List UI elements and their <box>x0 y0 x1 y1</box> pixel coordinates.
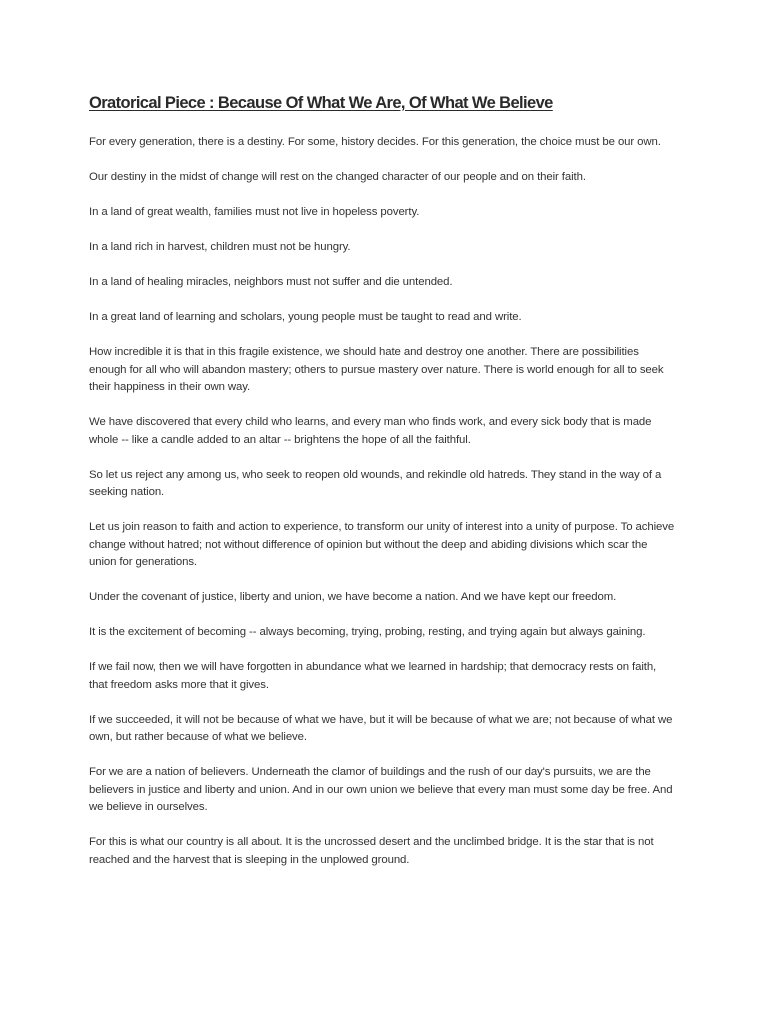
document-title: Oratorical Piece : Because Of What We Are, Of What We Believe <box>89 94 553 112</box>
paragraph-8: We have discovered that every child who learns, and every man who finds work, and every sick body that is made whole -- like a candle added to an altar -- brightens the hope of all the faithful. <box>89 416 652 446</box>
paragraph-12: It is the excitement of becoming -- always becoming, trying, probing, resting, and trying again but always gaining. <box>89 626 646 638</box>
paragraph-9: So let us reject any among us, who seek to reopen old wounds, and rekindle old hatreds. They stand in the way of a seeking nation. <box>89 468 662 498</box>
paragraph-7: How incredible it is that in this fragile existence, we should hate and destroy one another. There are possibilities enough for all who will abandon mastery; others to pursue mastery over nature. There is world enough for all to seek their happiness in their own way. <box>89 346 664 393</box>
paragraph-1: For every generation, there is a destiny. For some, history decides. For this generation, the choice must be our own. <box>89 136 661 148</box>
document-page <box>89 92 675 887</box>
paragraph-15: For we are a nation of believers. Underneath the clamor of buildings and the rush of our day's pursuits, we are the believers in justice and liberty and union. And in our own union we believe that every man must some day be free. And we believe in ourselves. <box>89 766 673 813</box>
paragraph-10: Let us join reason to faith and action to experience, to transform our unity of interest into a unity of purpose. To achieve change without hatred; not without difference of opinion but without the deep and abiding divisions which scar the union for generations. <box>89 521 675 568</box>
paragraph-16: For this is what our country is all about. It is the uncrossed desert and the unclimbed bridge. It is the star that is not reached and the harvest that is sleeping in the unplowed ground. <box>89 836 654 866</box>
paragraph-6: In a great land of learning and scholars, young people must be taught to read and write. <box>89 311 522 323</box>
paragraph-3: In a land of great wealth, families must not live in hopeless poverty. <box>89 206 420 218</box>
paragraph-11: Under the covenant of justice, liberty and union, we have become a nation. And we have kept our freedom. <box>89 591 617 603</box>
paragraph-2: Our destiny in the midst of change will rest on the changed character of our people and on their faith. <box>89 171 586 183</box>
paragraph-4: In a land rich in harvest, children must not be hungry. <box>89 241 351 253</box>
paragraph-13: If we fail now, then we will have forgotten in abundance what we learned in hardship; that democracy rests on faith, that freedom asks more that it gives. <box>89 661 657 691</box>
paragraph-14: If we succeeded, it will not be because of what we have, but it will be because of what we are; not because of what we own, but rather because of what we believe. <box>89 713 673 743</box>
paragraph-5: In a land of healing miracles, neighbors must not suffer and die untended. <box>89 276 453 288</box>
